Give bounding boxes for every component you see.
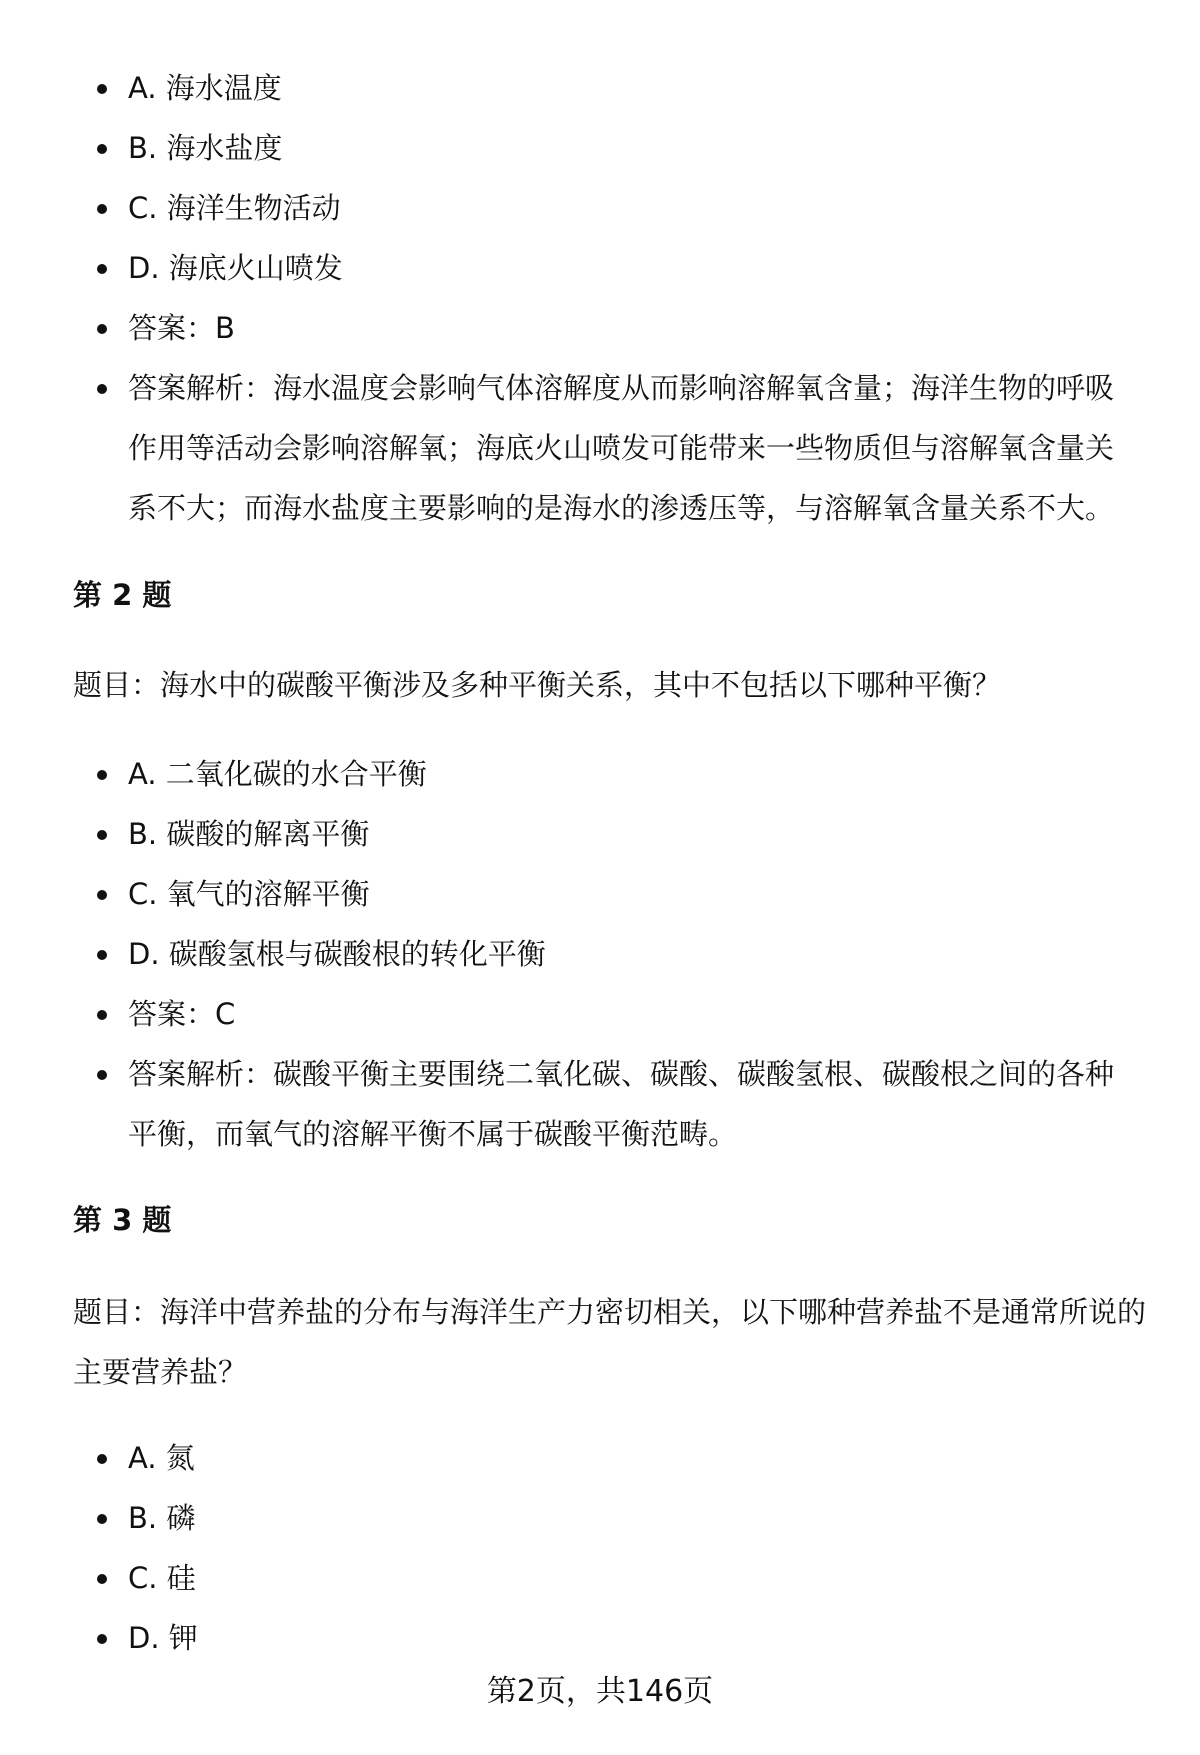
q1-option-c: C. 海洋生物活动 xyxy=(0,178,1200,238)
q2-option-c: C. 氧气的溶解平衡 xyxy=(0,864,1200,924)
q2-option-b: B. 碳酸的解离平衡 xyxy=(0,804,1200,864)
q1-option-b: B. 海水盐度 xyxy=(0,118,1200,178)
q1-option-a: A. 海水温度 xyxy=(0,58,1200,118)
q3-option-b: B. 磷 xyxy=(0,1488,1200,1548)
q2-explanation: 答案解析：碳酸平衡主要围绕二氧化碳、碳酸、碳酸氢根、碳酸根之间的各种平衡，而氧气的溶解平衡不属于碳酸平衡范畴。 xyxy=(0,1044,1200,1164)
q3-option-a: A. 氮 xyxy=(0,1428,1200,1488)
page-number-footer: 第2页，共146页 xyxy=(486,1674,714,1709)
q3-option-list xyxy=(0,1428,1200,1668)
q2-answer: 答案：C xyxy=(0,984,1200,1044)
q2-option-a: A. 二氧化碳的水合平衡 xyxy=(0,744,1200,804)
q1-option-d: D. 海底火山喷发 xyxy=(0,238,1200,298)
q1-explanation: 答案解析：海水温度会影响气体溶解度从而影响溶解氧含量；海洋生物的呼吸作用等活动会影响溶解氧；海底火山喷发可能带来一些物质但与溶解氧含量关系不大；而海水盐度主要影响的是海水的渗透压等，与溶解氧含量关系不大。 xyxy=(0,358,1200,538)
q2-option-list xyxy=(0,744,1200,1164)
q2-question: 题目：海水中的碳酸平衡涉及多种平衡关系，其中不包括以下哪种平衡？ xyxy=(73,668,1002,702)
q1-option-list xyxy=(0,58,1200,538)
q3-heading: 第 3 题 xyxy=(73,1203,172,1237)
q3-option-c: C. 硅 xyxy=(0,1548,1200,1608)
q2-option-d: D. 碳酸氢根与碳酸根的转化平衡 xyxy=(0,924,1200,984)
q2-heading: 第 2 题 xyxy=(73,578,172,612)
q1-answer: 答案：B xyxy=(0,298,1200,358)
q3-option-d: D. 钾 xyxy=(0,1608,1200,1668)
q3-question: 题目：海洋中营养盐的分布与海洋生产力密切相关，以下哪种营养盐不是通常所说的主要营养盐？ xyxy=(73,1295,1147,1389)
